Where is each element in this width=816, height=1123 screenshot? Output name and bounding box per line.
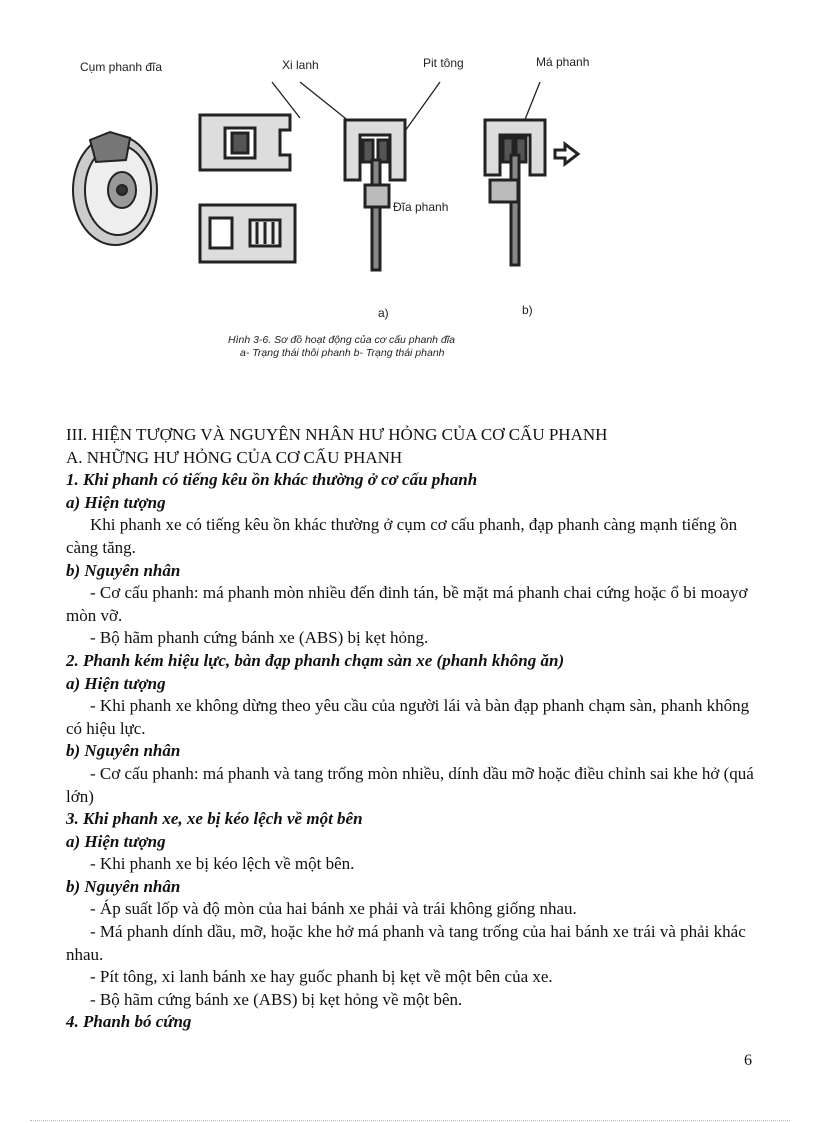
label-brake-pad: Má phanh xyxy=(536,55,590,69)
item-3-cause-2: - Má phanh dính dầu, mỡ, hoặc khe hở má phanh và tang trống của hai bánh xe trái và phải khác nhau. xyxy=(66,922,746,964)
caliper-sketch-top xyxy=(200,115,290,170)
item-2-symptom: - Khi phanh xe không dừng theo yêu cầu của người lái và bàn đạp phanh chạm sàn, phanh không có hiệu lực. xyxy=(66,696,750,738)
item-3-cause-label: b) Nguyên nhân xyxy=(66,876,181,896)
label-disc-brake-assembly: Cụm phanh đĩa xyxy=(80,60,163,74)
label-cylinder: Xi lanh xyxy=(282,58,319,72)
item-1-symptom-label: a) Hiện tượng xyxy=(66,492,166,512)
disc-brake-figure xyxy=(60,40,620,385)
item-3-heading: 3. Khi phanh xe, xe bị kéo lệch về một bên xyxy=(66,809,363,829)
item-3-cause-4: - Bộ hãm cứng bánh xe (ABS) bị kẹt hỏng về một bên. xyxy=(90,989,463,1009)
label-piston: Pit tông xyxy=(423,56,464,70)
item-3-symptom: - Khi phanh xe bị kéo lệch về một bên. xyxy=(90,854,355,874)
item-4-heading: 4. Phanh bó cứng xyxy=(66,1012,192,1032)
caliper-panel-b xyxy=(485,120,578,265)
item-3-cause-3: - Pít tông, xi lanh bánh xe hay guốc phanh bị kẹt về một bên của xe. xyxy=(90,967,553,987)
item-1-cause-label: b) Nguyên nhân xyxy=(66,560,181,580)
brake-disc-assembly-drawing xyxy=(73,132,157,245)
caliper-panel-a xyxy=(345,120,405,270)
label-brake-disc: Đĩa phanh xyxy=(393,200,449,214)
item-1-symptom: Khi phanh xe có tiếng kêu ồn khác thường ở cụm cơ cấu phanh, đạp phanh càng mạnh tiếng ồn càng tăng. xyxy=(66,515,738,557)
item-2-symptom-label: a) Hiện tượng xyxy=(66,673,166,693)
document-body xyxy=(66,424,756,1034)
footer-divider xyxy=(30,1120,790,1121)
page-number: 6 xyxy=(744,1052,752,1069)
item-3-cause-1: - Áp suất lốp và độ mòn của hai bánh xe phải và trái không giống nhau. xyxy=(90,899,577,919)
section-title: III. HIỆN TƯỢNG VÀ NGUYÊN NHÂN HƯ HỎNG CỦA CƠ CẤU PHANH xyxy=(66,425,608,444)
item-1-cause-1: - Cơ cấu phanh: má phanh mòn nhiều đến đinh tán, bề mặt má phanh chai cứng hoặc ổ bi moayơ mòn vỡ. xyxy=(66,583,748,625)
item-2-cause-1: - Cơ cấu phanh: má phanh và tang trống mòn nhiều, dính dầu mỡ hoặc điều chỉnh sai khe hở (quá lớn) xyxy=(66,763,754,806)
item-1-heading: 1. Khi phanh có tiếng kêu ồn khác thường ở cơ cấu phanh xyxy=(66,470,478,490)
item-1-cause-2: - Bộ hãm phanh cứng bánh xe (ABS) bị kẹt hỏng. xyxy=(90,628,429,648)
subsection-title: A. NHỮNG HƯ HỎNG CỦA CƠ CẤU PHANH xyxy=(66,447,403,467)
caliper-sketch-bottom xyxy=(200,205,295,262)
label-panel-b: b) xyxy=(522,303,533,317)
item-3-symptom-label: a) Hiện tượng xyxy=(66,831,166,851)
item-2-cause-label: b) Nguyên nhân xyxy=(66,741,181,761)
item-2-heading: 2. Phanh kém hiệu lực, bàn đạp phanh chạm sàn xe (phanh không ăn) xyxy=(66,650,565,670)
label-panel-a: a) xyxy=(378,306,389,320)
figure-caption-line2: a- Trạng thái thôi phanh b- Trạng thái phanh xyxy=(240,347,445,359)
figure-caption-line1: Hình 3-6. Sơ đồ hoạt động của cơ cấu phanh đĩa xyxy=(228,334,455,346)
